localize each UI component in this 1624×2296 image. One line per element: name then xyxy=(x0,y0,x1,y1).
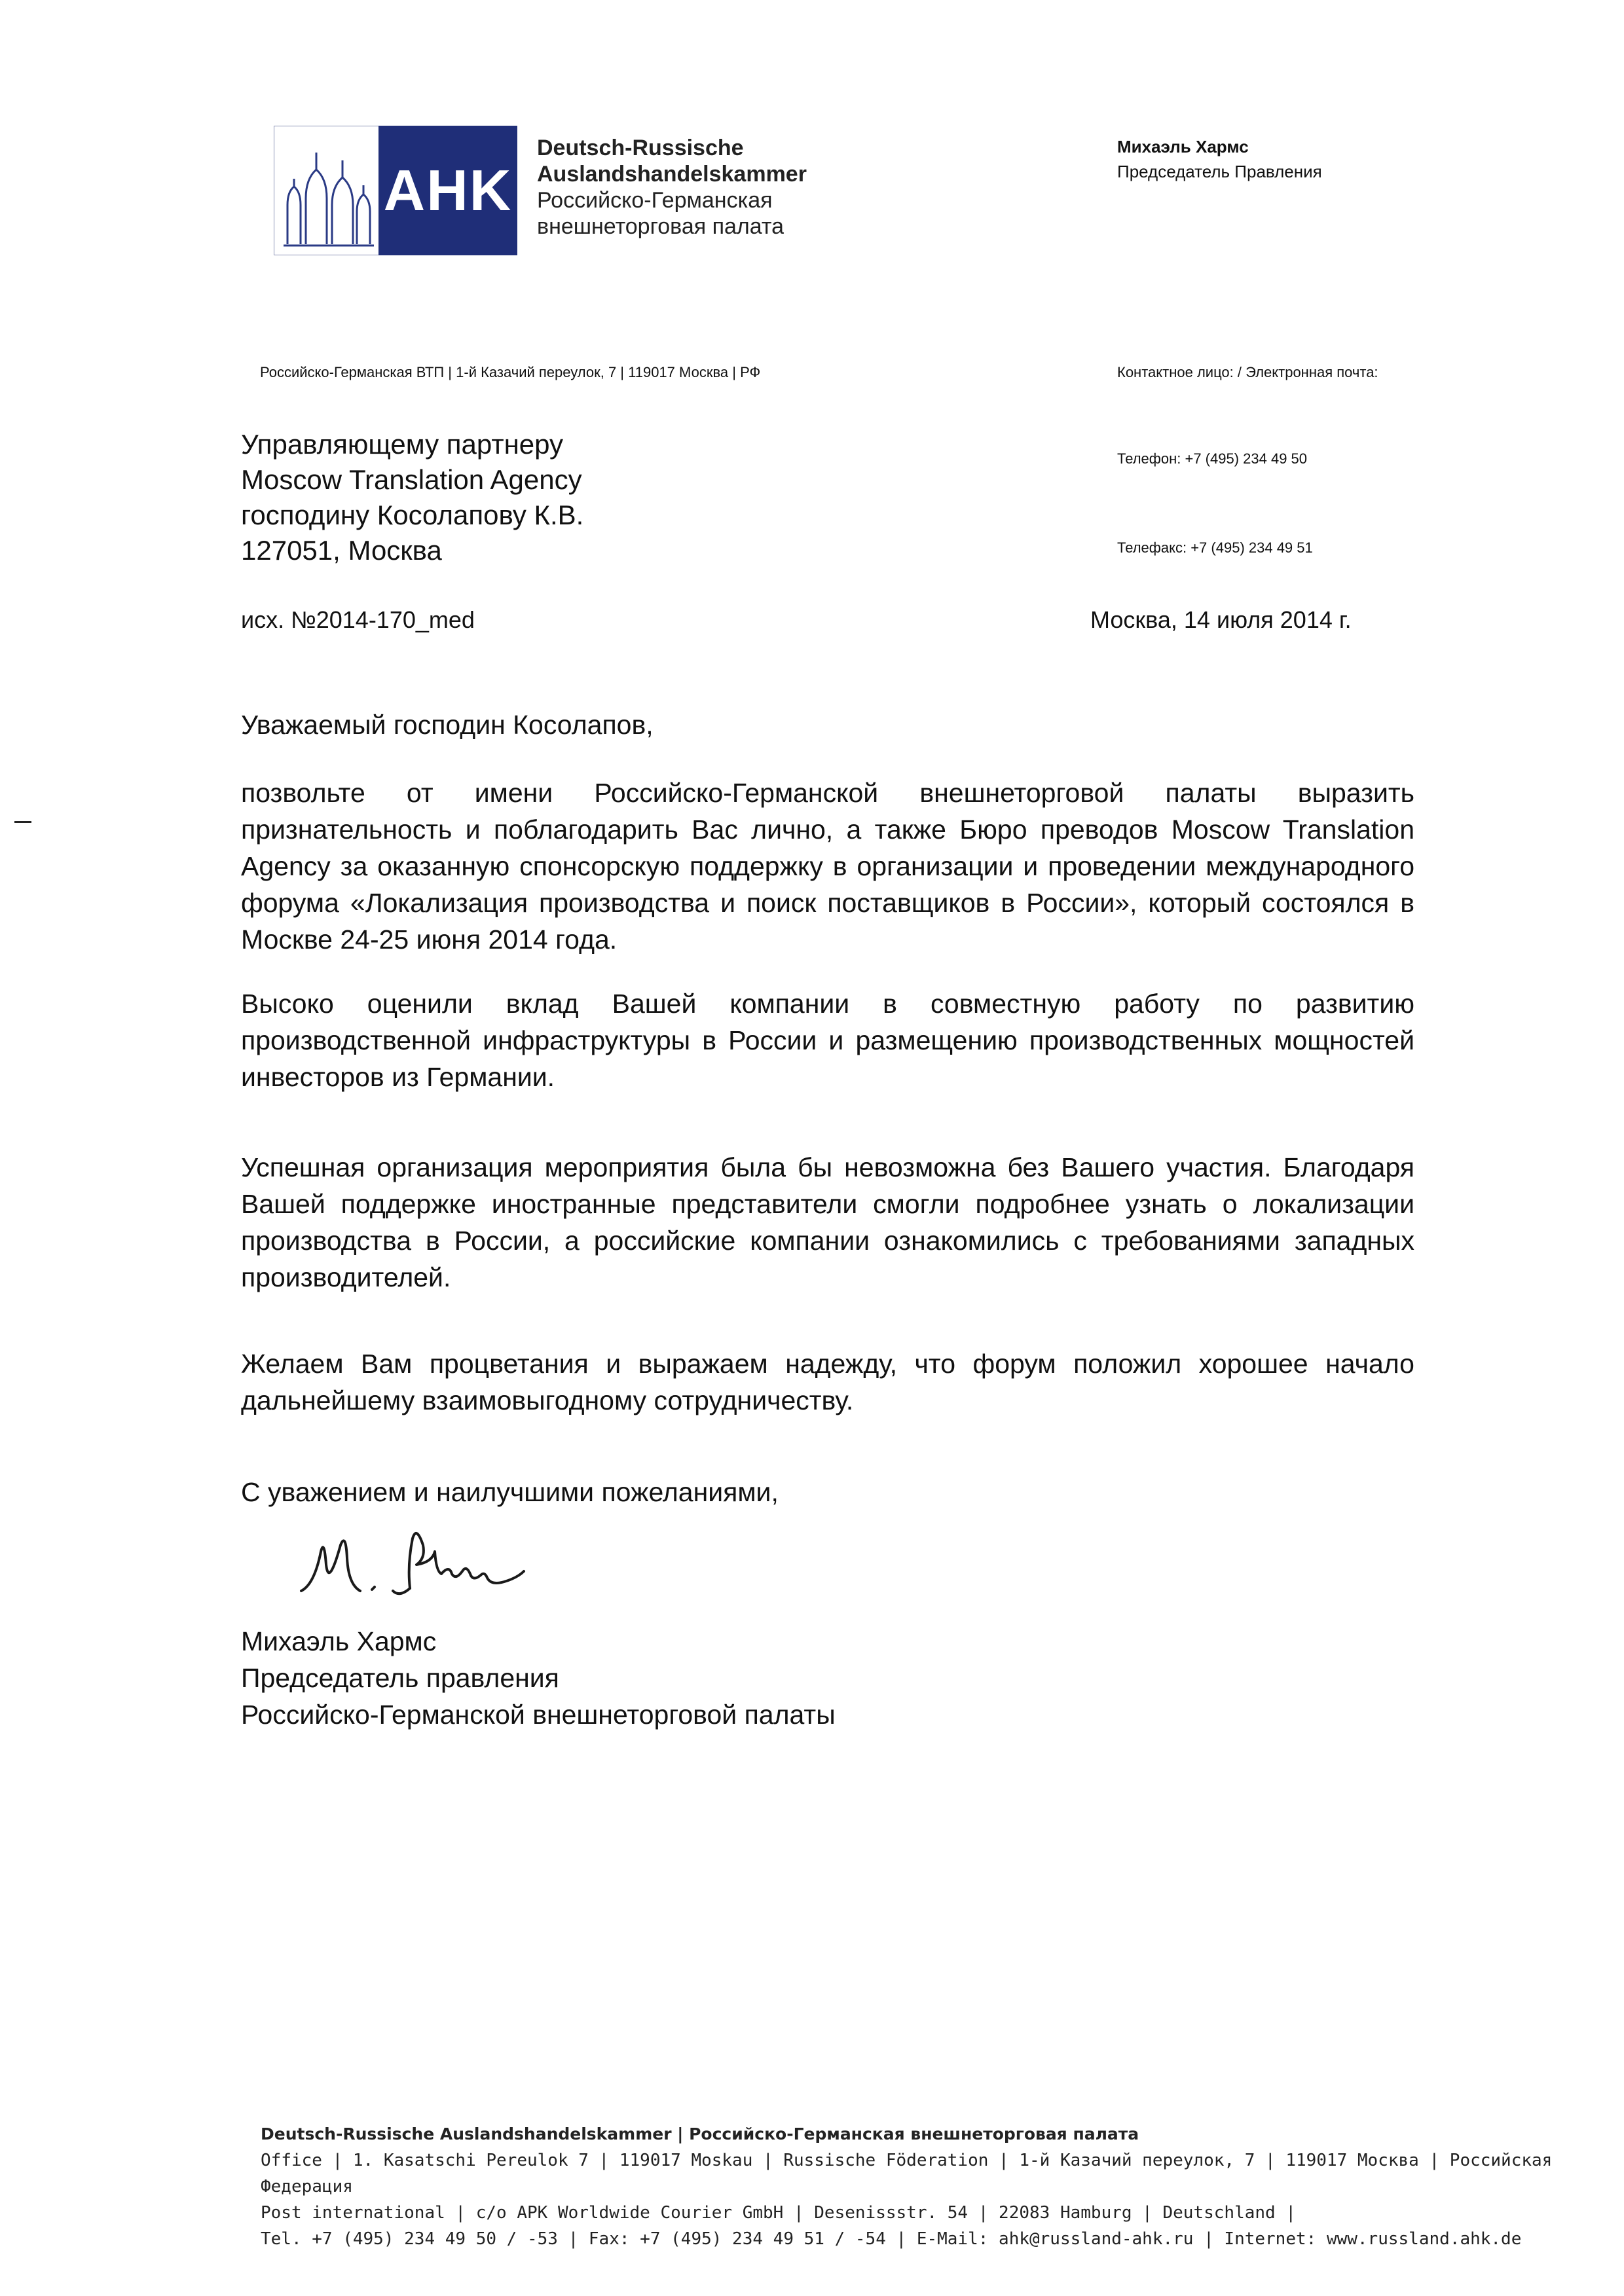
margin-mark xyxy=(14,821,31,823)
body-paragraph-3: Успешная организация мероприятия была бы невозможна без Вашего участия. Благодаря Вашей поддержке иностранные представители смогли подробнее узнать о локализации производства в России, а российские компании ознакомились с требованиями западных производителей. xyxy=(241,1152,1414,1292)
footer-line-2: Office | 1. Kasatschi Pereulok 7 | 119017 Moskau | Russische Föderation | 1-й Казачий переулок, 7 | 119017 Москва | Российская Федерация xyxy=(261,2151,1553,2196)
contact-label: Контактное лицо: / Электронная почта: xyxy=(1117,364,1378,380)
greeting: Уважаемый господин Косолапов, xyxy=(241,710,654,740)
org-name-ru-1: Российско-Германская xyxy=(537,188,773,213)
body-paragraph-2: Высоко оценили вклад Вашей компании в совместную работу по развитию производственной инфраструктуры в России и размещению производственных мощностей инвесторов из Германии. xyxy=(241,989,1414,1092)
signer-name: Михаэль Хармс xyxy=(241,1626,437,1656)
signer-role: Председатель правления xyxy=(241,1663,559,1693)
body-paragraph-1: позвольте от имени Российско-Германской внешнеторговой палаты выразить признательность и поблагодарить Вас лично, а также Бюро преводов Moscow Translation Agency за оказанную спонсорскую поддержку в организации и проведении международного форума «Локализация производства и поиск поставщиков в России», который состоялся в Москве 24-25 июня 2014 года. xyxy=(241,778,1414,955)
recipient-address xyxy=(241,427,583,568)
org-name-de-1: Deutsch-Russische xyxy=(537,136,744,160)
footer-line-1: Deutsch-Russische Auslandshandelskammer | Российско-Германская внешнеторговая палата xyxy=(261,2124,1139,2143)
org-name-ru-2: внешнеторговая палата xyxy=(537,214,784,239)
footer-line-3: Post international | c/o APK Worldwide Courier GmbH | Desenissstr. 54 | 22083 Hamburg | Deutschland | xyxy=(261,2203,1296,2223)
closing-phrase: С уважением и наилучшими пожеланиями, xyxy=(241,1477,779,1507)
handwritten-signature xyxy=(295,1525,583,1620)
recipient-line-4: 127051, Москва xyxy=(241,535,442,566)
reference-number: исх. №2014-170_med xyxy=(241,606,475,633)
org-name-block xyxy=(537,135,807,240)
org-name-de-2: Auslandshandelskammer xyxy=(537,162,807,187)
kremlin-domes-icon xyxy=(274,126,379,255)
recipient-line-3: господину Косолапову К.В. xyxy=(241,500,584,530)
signer-block xyxy=(241,1623,836,1733)
letter-date: Москва, 14 июля 2014 г. xyxy=(1090,606,1352,633)
recipient-line-2: Moscow Translation Agency xyxy=(241,464,582,495)
signer-org: Российско-Германской внешнеторговой палаты xyxy=(241,1700,836,1730)
signature-icon xyxy=(295,1525,583,1617)
sender-address-line: Российско-Германская ВТП | 1-й Казачий переулок, 7 | 119017 Москва | РФ xyxy=(260,364,761,380)
body-paragraph-4: Желаем Вам процветания и выражаем надежду, что форум положил хорошее начало дальнейшему взаимовыгодному сотрудничеству. xyxy=(241,1349,1414,1415)
head-person-block xyxy=(1117,134,1322,184)
footer xyxy=(261,2121,1624,2252)
footer-line-4: Tel. +7 (495) 234 49 50 / -53 | Fax: +7 (495) 234 49 51 / -54 | E-Mail: ahk@russland-ahk.ru | Internet: www.russland.ahk.de xyxy=(261,2229,1522,2249)
ahk-logo: AHK xyxy=(378,126,517,255)
recipient-line-1: Управляющему партнеру xyxy=(241,429,564,460)
head-name: Михаэль Хармс xyxy=(1117,137,1249,156)
phone-number: Телефон: +7 (495) 234 49 50 xyxy=(1117,450,1308,467)
head-role: Председатель Правления xyxy=(1117,162,1322,181)
fax-number: Телефакс: +7 (495) 234 49 51 xyxy=(1117,539,1313,556)
